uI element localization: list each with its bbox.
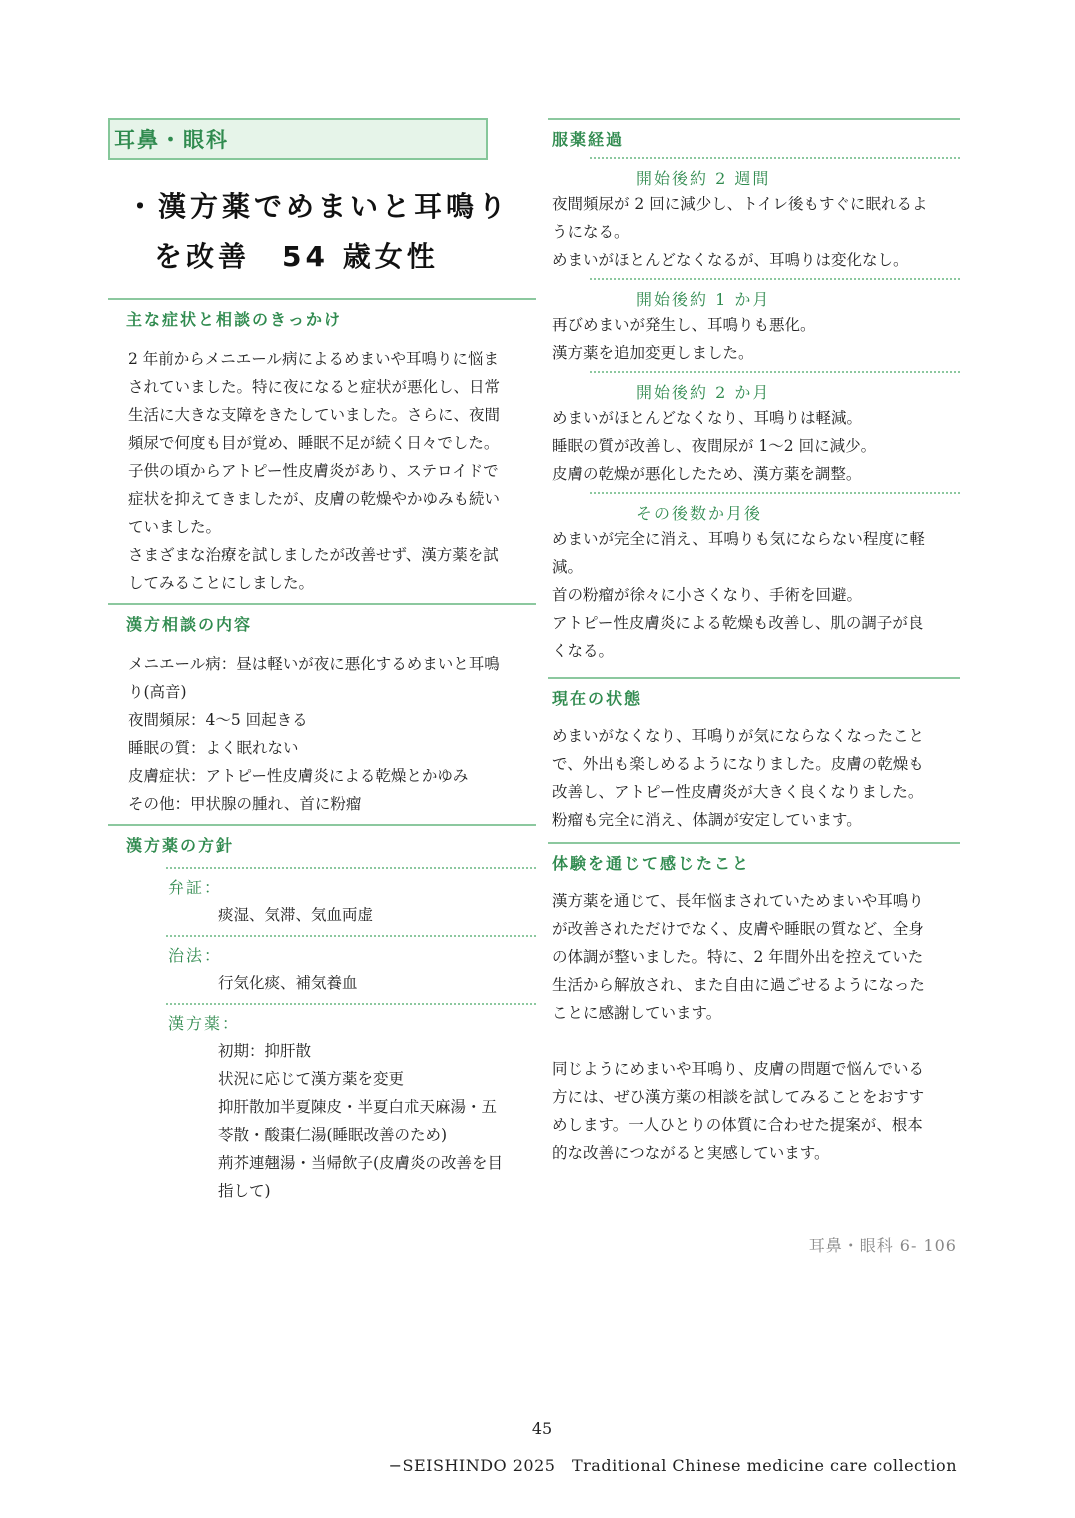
text-line: くなる。 [552,642,615,660]
text-line: 症状を抑えてきましたが、皮膚の乾燥やかゆみも続い [128,490,501,508]
text-line: 生活から解放され、また自由に過ごせるようになった [552,976,925,994]
text-line: してみることにしました。 [128,574,315,592]
text-line: 夜間頻尿：4〜5 回起きる [128,711,308,729]
text-line: 再びめまいが発生し、耳鳴りも悪化。 [552,316,816,334]
case-title [126,182,536,282]
progress-heading: 服薬経過 [548,118,960,157]
text-line: アトピー性皮膚炎による乾燥も改善し、肌の調子が良 [552,614,924,632]
text-line: 痰湿、気滞、気血両虚 [218,906,374,924]
text-line: 指して) [218,1182,271,1200]
case-title-line2: を改善 54 歳女性 [154,240,439,273]
policy-value [166,901,536,929]
text-line: 頻尿で何度も目が覚め、睡眠不足が続く日々でした。 [128,434,500,452]
text-line: 子供の頃からアトピー性皮膚炎があり、ステロイドで [128,462,499,480]
policy-body [108,863,536,1205]
policy-label: 弁証： [168,878,223,897]
text-line: ことに感謝しています。 [552,1004,722,1022]
text-line: 2 年前からメニエール病によるめまいや耳鳴りに悩ま [128,350,499,368]
text-line: ていました。 [128,518,222,536]
case-title-line1: ・漢方薬でめまいと耳鳴り [126,190,511,223]
left-column [108,118,536,1211]
text-line: めまいが完全に消え、耳鳴りも気にならない程度に軽 [552,530,925,548]
progress-stage-label: 開始後約 2 週間 [590,157,960,190]
experience-body [548,881,960,1167]
text-line: 首の粉瘤が徐々に小さくなり、手術を回避。 [552,586,863,604]
text-line: 漢方薬を追加変更しました。 [552,344,754,362]
text-line: めまいがほとんどなくなるが、耳鳴りは変化なし。 [552,251,909,269]
text-line: 皮膚の乾燥が悪化したため、漢方薬を調整。 [552,465,862,483]
progress-stage-body [548,404,960,492]
symptoms-body [108,337,536,603]
text-line: 漢方薬を通じて、長年悩まされていためまいや耳鳴り [552,892,924,910]
text-line: さまざまな治療を試しましたが改善せず、漢方薬を試 [128,546,499,564]
text-line: が改善されただけでなく、皮膚や睡眠の質など、全身 [552,920,924,938]
text-line: 苓散・酸棗仁湯(睡眠改善のため) [218,1126,448,1144]
text-line: 皮膚症状：アトピー性皮膚炎による乾燥とかゆみ [128,767,469,785]
progress-stage-body [548,311,960,371]
text-line: 夜間頻尿が 2 回に減少し、トイレ後もすぐに眠れるよ [552,195,928,213]
progress-stage-body [548,190,960,278]
text-line: 生活に大きな支障をきたしていました。さらに、夜間 [128,406,501,424]
text-line: り(高音) [128,683,187,701]
category-label: 耳鼻・眼科 [108,118,488,160]
experience-heading: 体験を通じて感じたこと [548,842,960,881]
policy-heading: 漢方薬の方針 [108,824,536,863]
text-line: 抑肝散加半夏陳皮・半夏白朮天麻湯・五 [218,1098,498,1116]
text-line: 睡眠の質が改善し、夜間尿が 1〜2 回に減少。 [552,437,877,455]
policy-item [166,935,536,997]
page-number: 45 [531,1419,553,1438]
current-body [548,716,960,842]
text-line: メニエール病：昼は軽いが夜に悪化するめまいと耳鳴 [128,655,500,673]
text-line: 同じようにめまいや耳鳴り、皮膚の問題で悩んでいる [552,1060,925,1078]
text-line: 状況に応じて漢方薬を変更 [218,1070,405,1088]
case-reference: 耳鼻・眼科 6- 106 [808,1236,957,1255]
text-line: 粉瘤も完全に消え、体調が安定しています。 [552,811,862,829]
progress-stage-label: 開始後約 2 か月 [590,371,960,404]
paragraph-gap [552,1027,960,1055]
consultation-body [108,642,536,824]
policy-item [166,1003,536,1205]
text-line: 睡眠の質：よく眠れない [128,739,299,757]
symptoms-heading: 主な症状と相談のきっかけ [108,298,536,337]
text-line: 荊芥連翹湯・当帰飲子(皮膚炎の改善を目 [218,1154,504,1172]
text-line: めまいがなくなり、耳鳴りが気にならなくなったこと [552,727,925,745]
consultation-heading: 漢方相談の内容 [108,603,536,642]
text-line: うになる。 [552,223,630,241]
policy-label: 治法： [168,946,223,965]
text-line: めまいがほとんどなくなり、耳鳴りは軽減。 [552,409,863,427]
text-line: 行気化痰、補気養血 [218,974,358,992]
text-line: 的な改善につながると実感しています。 [552,1144,830,1162]
text-line: 改善し、アトピー性皮膚炎が大きく良くなりました。 [552,783,924,801]
progress-stage-label: その後数か月後 [590,492,960,525]
text-line: の体調が整いました。特に、2 年間外出を控えていた [552,948,924,966]
progress-stage-label: 開始後約 1 か月 [590,278,960,311]
current-heading: 現在の状態 [548,677,960,716]
progress-stage-body [548,525,960,669]
text-line: 方には、ぜひ漢方薬の相談を試してみることをおすす [552,1088,925,1106]
text-line: めします。一人ひとりの体質に合わせた提案が、根本 [552,1116,923,1134]
policy-label: 漢方薬： [168,1014,241,1033]
right-column [548,118,960,1167]
text-line: 減。 [552,558,584,576]
text-line: されていました。特に夜になると症状が悪化し、日常 [128,378,501,396]
text-line: その他：甲状腺の腫れ、首に粉瘤 [128,795,362,813]
text-line: 初期：抑肝散 [218,1042,312,1060]
policy-value [166,1037,536,1205]
policy-item [166,867,536,929]
text-line: で、外出も楽しめるようになりました。皮膚の乾燥も [552,755,924,773]
progress-body [548,157,960,677]
footer-credit: −SEISHINDO 2025 Traditional Chinese medicine care collection [388,1456,957,1475]
policy-value [166,969,536,997]
